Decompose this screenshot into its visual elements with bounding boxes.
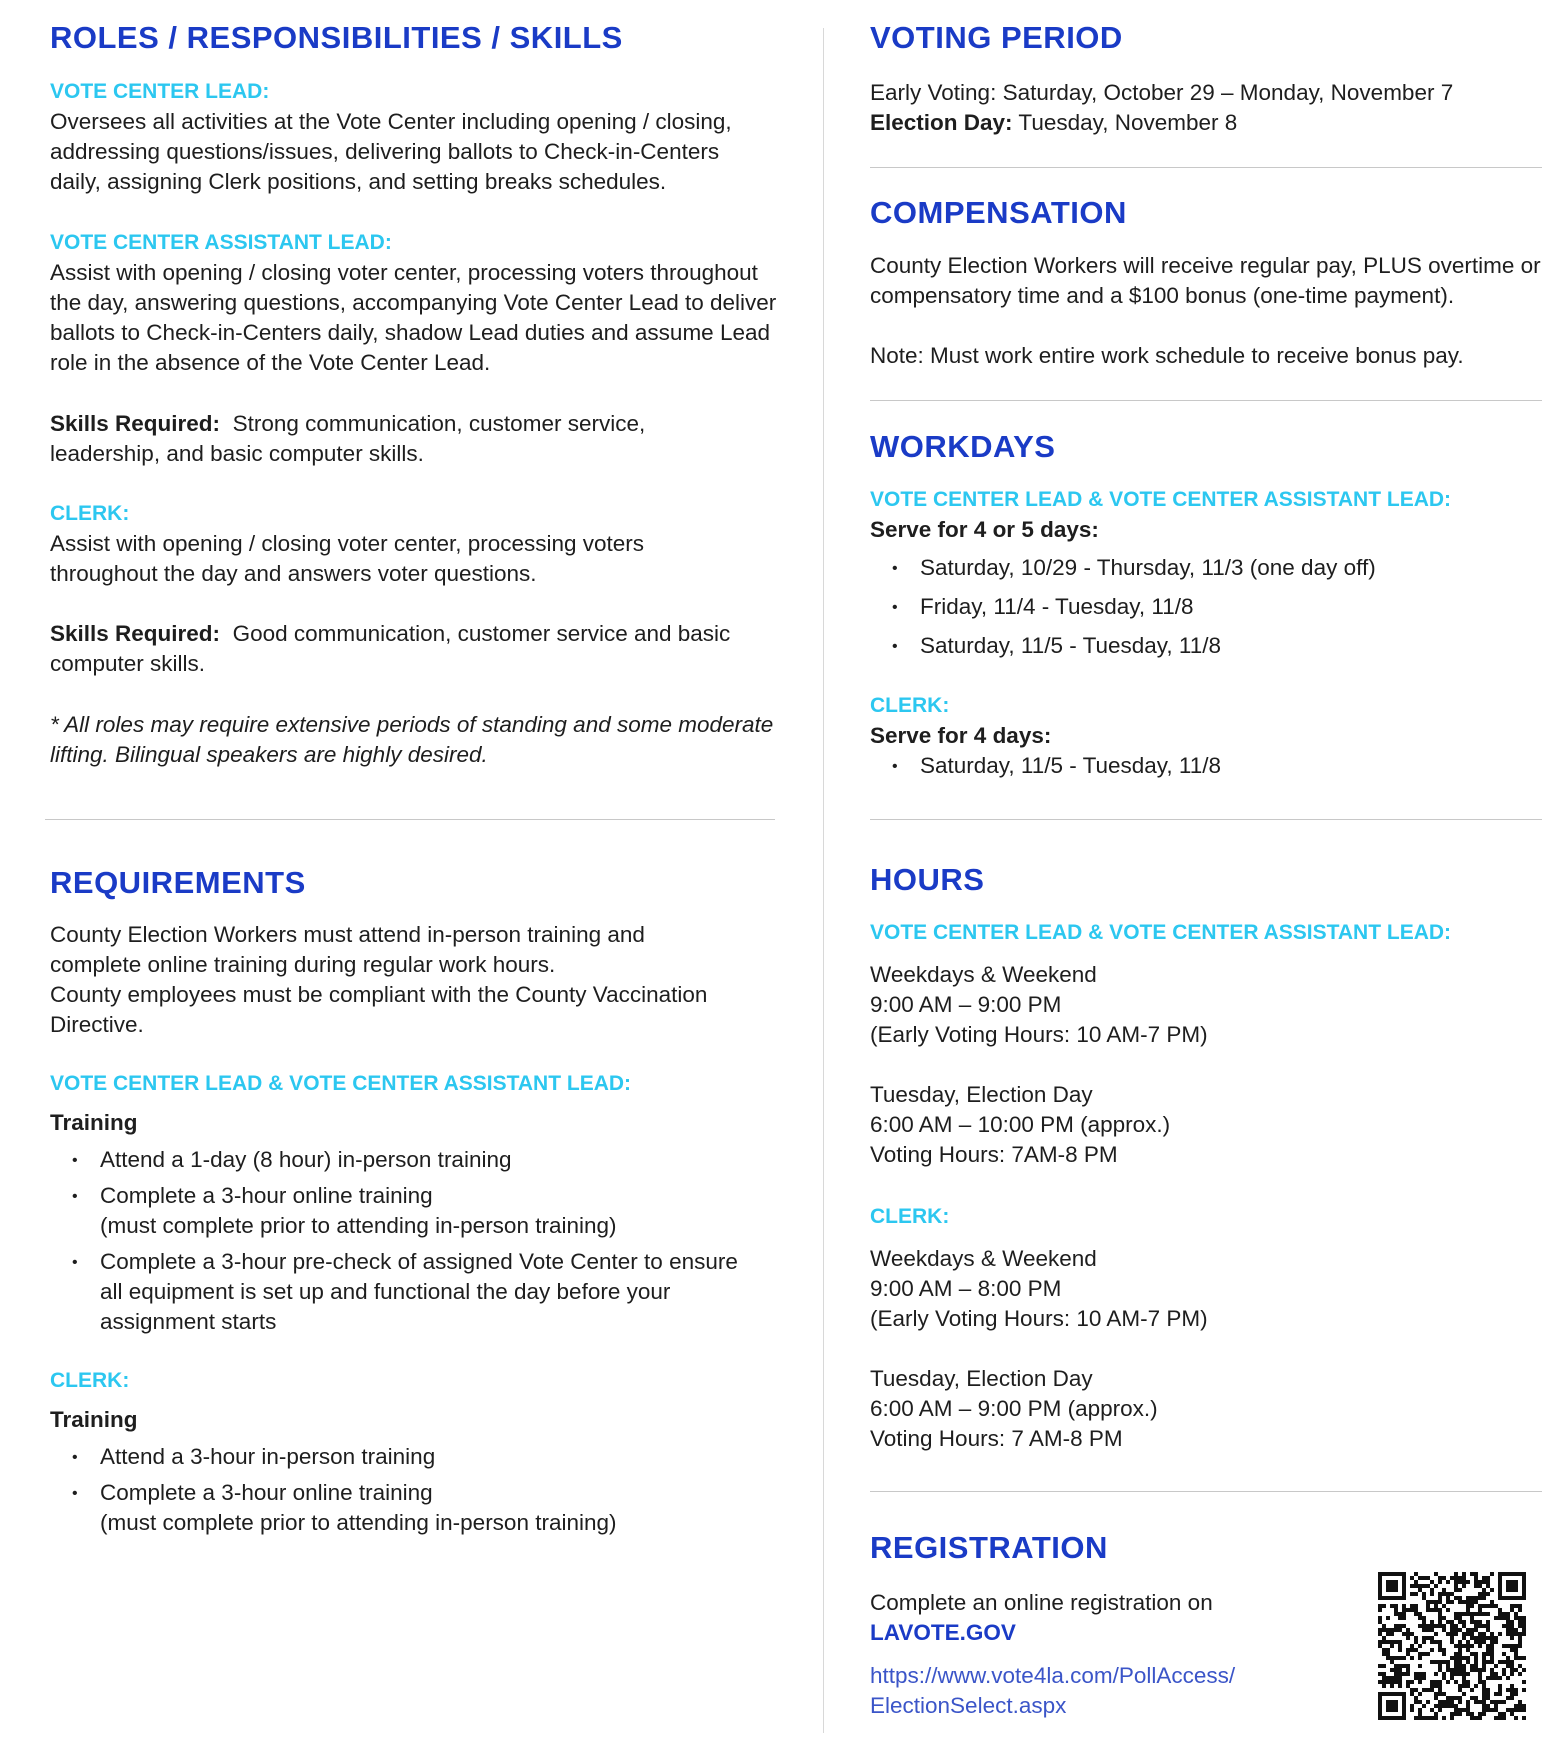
section-divider [870, 167, 1542, 168]
clerk-skills [50, 619, 770, 679]
list-item-text: Saturday, 10/29 - Thursday, 11/3 (one day off) [920, 555, 1376, 580]
workdays-lead-list [870, 553, 1542, 661]
hours-line: Weekdays & Weekend [870, 1246, 1097, 1271]
roles-heading: ROLES / RESPONSIBILITIES / SKILLS [50, 20, 623, 55]
voting-period-heading: VOTING PERIOD [870, 20, 1123, 55]
assistant-lead-text: Assist with opening / closing voter center, processing voters throughout the day, answering questions, accompanying Vote Center Lead to deliver ballots to Check-in-Centers daily, shadow Lead duties and assume Lead role in the absence of the Vote Center Lead. [50, 260, 777, 375]
training-label [50, 1108, 138, 1138]
list-item-text: Complete a 3-hour online training [100, 1480, 433, 1505]
clerk-text: Assist with opening / closing voter center, processing voters throughout the day and answers voter questions. [50, 531, 645, 586]
hours-line: Weekdays & Weekend [870, 962, 1097, 987]
compensation-note: Note: Must work entire work schedule to receive bonus pay. [870, 343, 1464, 368]
lavote-link[interactable] [870, 1618, 1016, 1648]
list-item-text: Saturday, 11/5 - Tuesday, 11/8 [920, 633, 1222, 658]
early-voting-text: Early Voting: Saturday, October 29 – Monday, November 7 [870, 80, 1454, 105]
clerk-heading: CLERK: [50, 502, 130, 525]
url-line[interactable]: ElectionSelect.aspx [870, 1693, 1067, 1718]
hours-line: 9:00 AM – 8:00 PM [870, 1276, 1062, 1301]
list-item [870, 592, 1542, 622]
workdays-clerk-list [870, 751, 1542, 781]
req-clerk-heading: CLERK: [50, 1369, 130, 1392]
list-item [50, 1442, 780, 1472]
hours-line: Voting Hours: 7 AM-8 PM [870, 1426, 1123, 1451]
hours-line: Voting Hours: 7AM-8 PM [870, 1142, 1118, 1167]
section-divider [45, 819, 775, 820]
list-item [50, 1181, 780, 1241]
section-divider [870, 819, 1542, 820]
list-item-subtext: (must complete prior to attending in-person training) [100, 1510, 617, 1535]
hours-line: 6:00 AM – 10:00 PM (approx.) [870, 1112, 1171, 1137]
hours-line: Tuesday, Election Day [870, 1366, 1093, 1391]
hours-line: 6:00 AM – 9:00 PM (approx.) [870, 1396, 1158, 1421]
election-day-label: Election Day: [870, 110, 1013, 135]
election-day-value: Tuesday, November 8 [1018, 110, 1238, 135]
column-divider [823, 28, 824, 1733]
requirements-heading: REQUIREMENTS [50, 865, 306, 900]
hours-lead-election-day [870, 1080, 1170, 1170]
roles-note: * All roles may require extensive periods of standing and some moderate lifting. Bilingual speakers are highly desired. [50, 712, 774, 767]
serve-label: Serve for 4 days: [870, 723, 1052, 748]
assistant-lead-heading: VOTE CENTER ASSISTANT LEAD: [50, 231, 392, 254]
workdays-clerk-serve [870, 721, 1051, 751]
url-line[interactable]: https://www.vote4la.com/PollAccess/ [870, 1663, 1236, 1688]
hours-clerk-weekdays [870, 1244, 1208, 1334]
list-item [50, 1247, 760, 1337]
compensation-text: County Election Workers will receive regular pay, PLUS overtime or compensatory time and a $100 bonus (one-time payment). [870, 253, 1541, 308]
clerk-training-list [50, 1442, 780, 1538]
lead-skills [50, 409, 690, 469]
workdays-heading: WORKDAYS [870, 429, 1056, 464]
list-item-text: Attend a 1-day (8 hour) in-person training [100, 1147, 512, 1172]
hours-line: 9:00 AM – 9:00 PM [870, 992, 1062, 1017]
list-item [50, 1145, 780, 1175]
hours-line: (Early Voting Hours: 10 AM-7 PM) [870, 1306, 1208, 1331]
requirements-text-1: County Election Workers must attend in-person training and complete online training during regular work hours. [50, 922, 645, 977]
registration-url[interactable] [870, 1661, 1350, 1721]
list-item-text: Saturday, 11/5 - Tuesday, 11/8 [920, 753, 1222, 778]
skills-label: Skills Required: [50, 411, 221, 436]
requirements-text-2: County employees must be compliant with the County Vaccination Directive. [50, 982, 708, 1037]
hours-line: (Early Voting Hours: 10 AM-7 PM) [870, 1022, 1208, 1047]
hours-clerk-election-day [870, 1364, 1158, 1454]
lead-training-list [50, 1145, 780, 1337]
hours-clerk-heading: CLERK: [870, 1205, 950, 1228]
req-lead-heading: VOTE CENTER LEAD & VOTE CENTER ASSISTANT LEAD: [50, 1072, 632, 1095]
qr-code-icon[interactable] [1378, 1572, 1526, 1720]
list-item [50, 1478, 780, 1538]
registration-text: Complete an online registration on [870, 1590, 1213, 1615]
vote-center-lead-text: Oversees all activities at the Vote Center including opening / closing, addressing questions/issues, delivering ballots to Check-in-Centers daily, assigning Clerk positions, and setting breaks schedules. [50, 109, 732, 194]
list-item [870, 631, 1542, 661]
compensation-heading: COMPENSATION [870, 195, 1127, 230]
clerk-training-label [50, 1405, 138, 1435]
vote-center-lead-heading: VOTE CENTER LEAD: [50, 80, 270, 103]
workdays-clerk-heading: CLERK: [870, 694, 950, 717]
lavote-link-text[interactable]: LAVOTE.GOV [870, 1620, 1016, 1645]
hours-lead-weekdays [870, 960, 1208, 1050]
list-item-text: Attend a 3-hour in-person training [100, 1444, 436, 1469]
lead-skills-text: Strong communication, customer service, leadership, and basic computer skills. [50, 411, 646, 466]
registration-heading: REGISTRATION [870, 1530, 1108, 1565]
list-item [870, 751, 1542, 781]
list-item-text: Complete a 3-hour pre-check of assigned Vote Center to ensure all equipment is set up and functional the day before your assignment starts [100, 1249, 738, 1334]
skills-label: Skills Required: [50, 621, 221, 646]
list-item-text: Friday, 11/4 - Tuesday, 11/8 [920, 594, 1194, 619]
training-label-text: Training [50, 1407, 138, 1432]
workdays-lead-heading: VOTE CENTER LEAD & VOTE CENTER ASSISTANT LEAD: [870, 488, 1452, 511]
list-item-text: Complete a 3-hour online training [100, 1183, 433, 1208]
section-divider [870, 400, 1542, 401]
serve-label: Serve for 4 or 5 days: [870, 517, 1099, 542]
training-label-text: Training [50, 1110, 138, 1135]
list-item-subtext: (must complete prior to attending in-person training) [100, 1213, 617, 1238]
clerk-skills-text: Good communication, customer service and basic computer skills. [50, 621, 731, 676]
election-day-text [870, 108, 1540, 138]
hours-lead-heading: VOTE CENTER LEAD & VOTE CENTER ASSISTANT LEAD: [870, 921, 1452, 944]
section-divider [870, 1491, 1542, 1492]
hours-line: Tuesday, Election Day [870, 1082, 1093, 1107]
list-item [870, 553, 1542, 583]
hours-heading: HOURS [870, 862, 985, 897]
workdays-lead-serve [870, 515, 1099, 545]
